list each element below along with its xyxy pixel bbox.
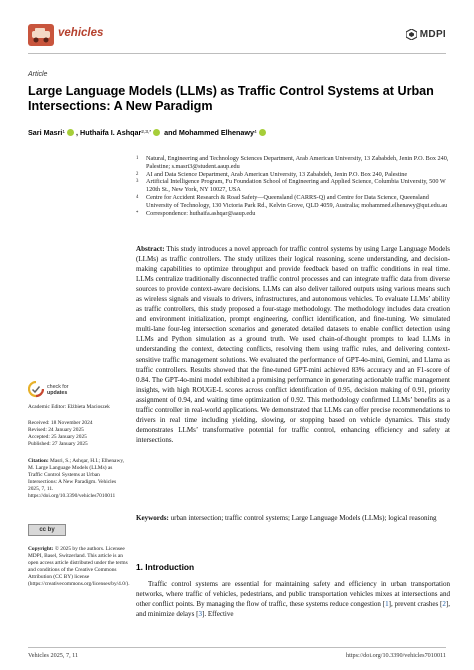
author-name[interactable]: and Mohammed Elhenawy bbox=[164, 128, 255, 137]
affiliations bbox=[136, 155, 451, 217]
affiliation-item bbox=[136, 178, 451, 194]
copyright-block bbox=[28, 546, 128, 589]
abstract-label: Abstract: bbox=[136, 245, 165, 253]
accepted-date: Accepted: 25 January 2025 bbox=[28, 434, 87, 441]
abstract bbox=[136, 244, 450, 445]
intro-text: ], prevent crashes [ bbox=[388, 600, 443, 609]
citation-link[interactable]: 3 bbox=[198, 610, 202, 619]
affiliation-number: 2 bbox=[136, 171, 139, 177]
affiliation-number: 4 bbox=[136, 194, 139, 200]
affiliation-number: 3 bbox=[136, 179, 139, 185]
keywords bbox=[136, 513, 450, 523]
footer-divider bbox=[28, 647, 446, 648]
mdpi-logo-icon bbox=[406, 29, 417, 40]
affiliation-text: Centre for Accident Research & Road Safety—Queensland (CARRS-Q) and Centre for Data Science, Queensland University of Technology, 130 Victoria Park Rd., Kelvin Grove, QLD 4059, Australia; mohammed.elhenawy@qut.edu.au bbox=[146, 193, 448, 209]
check-updates-line2: updates bbox=[47, 390, 68, 396]
journal-name[interactable]: vehicles bbox=[58, 27, 104, 39]
citation-block bbox=[28, 458, 128, 501]
author-name[interactable]: Huthaifa I. Ashqar bbox=[80, 128, 142, 137]
citation-link[interactable]: 1 bbox=[385, 600, 389, 609]
received-date: Received: 18 November 2024 bbox=[28, 420, 93, 426]
check-updates-label bbox=[47, 384, 69, 396]
author-list: Sari Masri 1 , Huthaifa I. Ashqar 2,3,* and Mohammed Elhenawy 4 bbox=[28, 128, 268, 137]
publication-dates bbox=[28, 420, 128, 448]
published-date: Published: 27 January 2025 bbox=[28, 441, 88, 448]
footer-journal-ref: Vehicles 2025, 7, 11 bbox=[28, 652, 79, 659]
header-divider bbox=[28, 53, 446, 54]
article-type: Article bbox=[28, 71, 48, 78]
revised-date: Revised: 24 January 2025 bbox=[28, 427, 84, 434]
citation-label: Citation: bbox=[28, 458, 49, 464]
copyright-text: © 2025 by the authors. Licensee MDPI, Basel, Switzerland. This article is an open access article distributed under the terms and conditions of the Creative Commons Attribution (CC BY) license (https://creativecommons.org/licenses/by/4.0/). bbox=[28, 546, 130, 588]
check-updates-line1: check for bbox=[47, 384, 69, 390]
affiliation-text: Artificial Intelligence Program, Fu Foundation School of Engineering and Applied Science, Columbia University, 500 W 120th St., New York, NY 10027, USA bbox=[146, 178, 446, 194]
abstract-text: This study introduces a novel approach for traffic control systems by using Large Language Models (LLMs) as traffic controllers. The study utilizes their logical reasoning, scene understanding, and decision-making capabilities to optimize throughput and provide feedback based on traffic conditions in real time. LLMs centralize traditionally disconnected traffic control processes and can integrate traffic data from diverse sources to provide context-aware decisions. LLMs can also deliver tailored outputs using various means such as wireless signals and visuals to drivers, infrastructures, and autonomous vehicles. To evaluate LLMs’ ability as traffic controllers, this study proposed a four-stage methodology. The methodology includes data creation and environment initialization, prompt engineering, conflict identification, and fine-tuning. We simulated multi-lane four-leg intersection scenarios and generated detailed datasets to enable conflict detection using LLMs and Python simulation as a ground truth. We used chain-of-thought prompts to lead LLMs in understanding the context, detecting conflicts, resolving them using traffic rules, and delivering context-sensitive traffic management solutions. We evaluated the performance of GPT-4o-mini, Gemini, and Llama as traffic controllers. Results showed that the fine-tuned GPT-mini achieved 83% accuracy and an F1-score of 0.84. The GPT-4o-mini model exhibited a promising performance in generating actionable traffic management insights, with high ROUGE-L scores across conflict identification of 0.95, decision making of 0.91, priority assignment of 0.94, and waiting time optimization of 0.92. This methodology confirmed LLMs’ benefits as a traffic controller in real-world applications. We demonstrated that LLMs can offer precise recommendations to drivers in real time including yielding, slowing, or stopping based on vehicle dynamics. This study demonstrates LLMs’ transformative potential for traffic control, enhancing efficiency and safety at intersections. bbox=[136, 245, 451, 444]
copyright-label: Copyright: bbox=[28, 546, 54, 552]
author-affiliation-marker: 2,3,* bbox=[141, 130, 152, 135]
affiliation-item bbox=[136, 155, 451, 171]
affiliation-text: AI and Data Science Department, Arab American University, 13 Zababdeh, Jenin P.O. Box 240, Palestine bbox=[146, 170, 408, 178]
correspondence-text: Correspondence: huthaifa.ashqar@aaup.edu bbox=[146, 209, 256, 217]
author-affiliation-marker: 1 bbox=[62, 130, 66, 135]
introduction-paragraph bbox=[136, 579, 450, 619]
citation-link[interactable]: 2 bbox=[442, 600, 446, 609]
affiliation-number: * bbox=[136, 210, 139, 216]
section-heading: 1. Introduction bbox=[136, 562, 195, 572]
check-updates-icon bbox=[28, 381, 44, 399]
keywords-label: Keywords: bbox=[136, 514, 169, 522]
affiliation-item bbox=[136, 194, 451, 210]
intro-text: Traffic control systems are essential for maintaining safety and efficiency in urban transportation networks, where traffic of vehicles, pedestrians, and public transportation vehicles mixes at intersections and other conflict points. By managing the flow of traffic, these systems reduce congestion [ bbox=[136, 580, 450, 609]
academic-editor: Academic Editor: Elżbieta Macioszek bbox=[28, 404, 110, 410]
citation-text[interactable]: Masri, S.; Ashqar, H.I.; Elhenawy, M. Large Language Models (LLMs) as Traffic Control Systems at Urban Intersections: A New Paradigm. Vehicles 2025, 7, 11. https://doi.org/10.3390/vehicles7010011 bbox=[28, 458, 125, 500]
correspondence-item bbox=[136, 210, 451, 218]
orcid-icon[interactable] bbox=[67, 129, 74, 136]
intro-text: ], and minimize delays [ bbox=[136, 600, 451, 619]
footer-doi-link[interactable]: https://doi.org/10.3390/vehicles7010011 bbox=[345, 652, 446, 659]
publisher-name: MDPI bbox=[419, 29, 446, 40]
vehicle-icon bbox=[28, 24, 54, 46]
orcid-icon[interactable] bbox=[153, 129, 160, 136]
affiliation-number: 1 bbox=[136, 156, 139, 161]
keywords-text: urban intersection; traffic control systems; Large Language Models (LLMs); logical reasoning bbox=[170, 514, 437, 522]
publisher-logo[interactable] bbox=[406, 29, 446, 40]
article-title: Large Language Models (LLMs) as Traffic Control Systems at Urban Intersections: A New Paradigm bbox=[28, 84, 434, 113]
cc-license-badge[interactable]: cc by bbox=[28, 524, 66, 536]
affiliation-text: Natural, Engineering and Technology Sciences Department, Arab American University, 13 Zababdeh, Jenin P.O. Box 240, Palestine; s.masri3@student.aaup.edu bbox=[146, 155, 449, 170]
intro-text: ]. Effective bbox=[201, 610, 234, 619]
author-affiliation-marker: 4 bbox=[254, 130, 257, 135]
orcid-icon[interactable] bbox=[259, 129, 266, 136]
affiliation-item bbox=[136, 171, 451, 179]
check-for-updates-button[interactable] bbox=[28, 381, 69, 399]
author-name[interactable]: Sari Masri bbox=[28, 128, 63, 137]
